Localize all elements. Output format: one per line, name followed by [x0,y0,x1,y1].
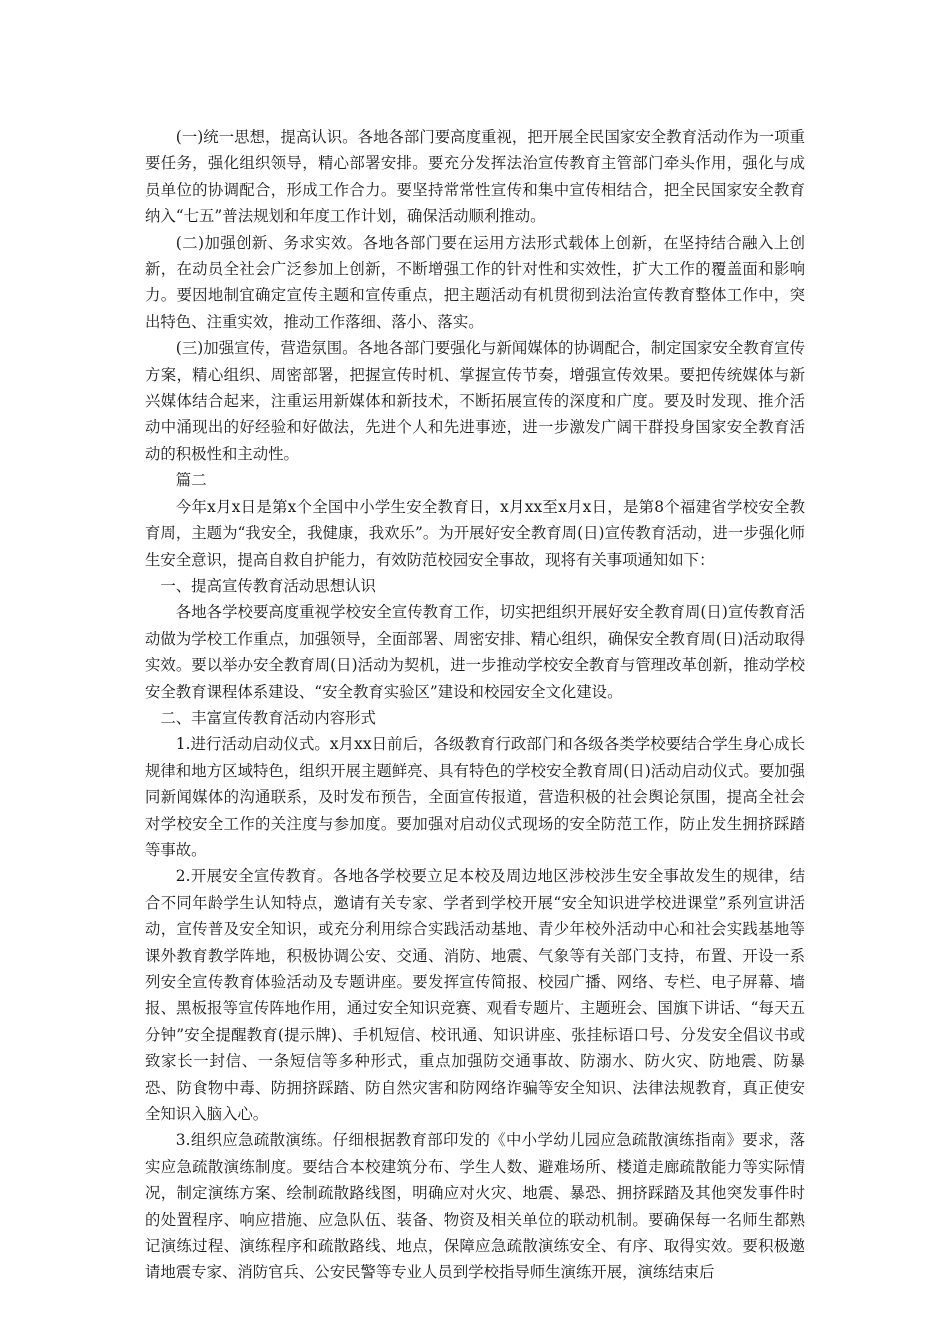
paragraph-notice-intro: 今年x月x日是第x个全国中小学生安全教育日，x月xx至x月x日，是第8个福建省学校安全教育周，主题为“我安全，我健康，我欢乐”。为开展好安全教育周(日)宣传教育活动，进一步强化师生安全意识，提高自救自护能力，有效防范校园安全事故，现将有关事项通知如下： [145,497,805,569]
paragraph-section-one: 各地各学校要高度重视学校安全宣传教育工作，切实把组织开展好安全教育周(日)宣传教育活动做为学校工作重点，加强领导，全面部署、周密安排、精心组织，确保安全教育周(日)活动取得实效。要以举办安全教育周(日)活动为契机，进一步推动学校安全教育与管理改革创新，推动学校安全教育课程体系建设、“安全教育实验区”建设和校园安全文化建设。 [145,603,805,701]
paragraph-innovation: (二)加强创新、务求实效。各地各部门要在运用方法形式载体上创新，在坚持结合融入上创新，在动员全社会广泛参加上创新，不断增强工作的针对性和实效性，扩大工作的覆盖面和影响力。要因地制宜确定宣传主题和宣传重点，把主题活动有机贯彻到法治宣传教育整体工作中，突出特色、注重实效，推动工作落细、落小、落实。 [145,233,805,331]
section-title-part-two: 篇二 [175,471,207,490]
heading-section-one: 一、提高宣传教育活动思想认识 [160,576,376,595]
paragraph-item-one: 1.进行活动启动仪式。x月xx日前后，各级教育行政部门和各级各类学校要结合学生身心成长规律和地方区域特色，组织开展主题鲜亮、具有特色的学校安全教育周(日)活动启动仪式。要加强同新闻媒体的沟通联系，及时发布预告，全面宣传报道，营造积极的社会舆论氛围，提高全社会对学校安全工作的关注度与参加度。要加强对启动仪式现场的安全防范工作，防止发生拥挤踩踏等事故。 [145,735,805,859]
paragraph-publicity: (三)加强宣传，营造氛围。各地各部门要强化与新闻媒体的协调配合，制定国家安全教育宣传方案，精心组织、周密部署，把握宣传时机、掌握宣传节奏，增强宣传效果。要把传统媒体与新兴媒体结合起来，注重运用新媒体和新技术，不断拓展宣传的深度和广度。要及时发现、推介活动中涌现出的好经验和好做法，先进个人和先进事迹，进一步激发广阔干群投身国家安全教育活动的积极性和主动性。 [145,339,805,463]
heading-section-two: 二、丰富宣传教育活动内容形式 [160,708,376,727]
paragraph-item-three: 3.组织应急疏散演练。仔细根据教育部印发的《中小学幼儿园应急疏散演练指南》要求，落实应急疏散演练制度。要结合本校建筑分布、学生人数、避难场所、楼道走廊疏散能力等实际情况，制定演练方案、绘制疏散路线图，明确应对火灾、地震、暴恐、拥挤踩踏及其他突发事件时的处置程序、响应措施、应急队伍、装备、物资及相关单位的联动机制。要确保每一名师生都熟记演练过程、演练程序和疏散路线、地点，保障应急疏散演练安全、有序、取得实效。要积极邀请地震专家、消防官兵、公安民警等专业人员到学校指导师生演练开展，演练结束后 [145,1131,805,1282]
paragraph-item-two: 2.开展安全宣传教育。各地各学校要立足本校及周边地区涉校涉生安全事故发生的规律，结合不同年龄学生认知特点，邀请有关专家、学者到学校开展“安全知识进学校进课堂”系列宣讲活动，宣传普及安全知识，或充分利用综合实践活动基地、青少年校外活动中心和社会实践基地等课外教育教学阵地，积极协调公安、交通、消防、地震、气象等有关部门支持，布置、开设一系列安全宣传教育体验活动及专题讲座。要发挥宣传简报、校园广播、网络、专栏、电子屏幕、墙报、黑板报等宣传阵地作用，通过安全知识竞赛、观看专题片、主题班会、国旗下讲话、“每天五分钟”安全提醒教育(提示牌)、手机短信、校讯通、知识讲座、张挂标语口号、分发安全倡议书或致家长一封信、一条短信等多种形式，重点加强防交通事故、防溺水、防火灾、防地震、防暴恐、防食物中毒、防拥挤踩踏、防自然灾害和防网络诈骗等安全知识、法律法规教育，真正使安全知识入脑入心。 [145,867,805,1124]
document-body [145,124,805,1286]
paragraph-unify-thinking: (一)统一思想，提高认识。各地各部门要高度重视，把开展全民国家安全教育活动作为一项重要任务，强化组织领导，精心部署安排。要充分发挥法治宣传教育主管部门牵头作用，强化与成员单位的协调配合，形成工作合力。要坚持常常性宣传和集中宣传相结合，把全民国家安全教育纳入“七五”普法规划和年度工作计划，确保活动顺利推动。 [145,128,805,226]
